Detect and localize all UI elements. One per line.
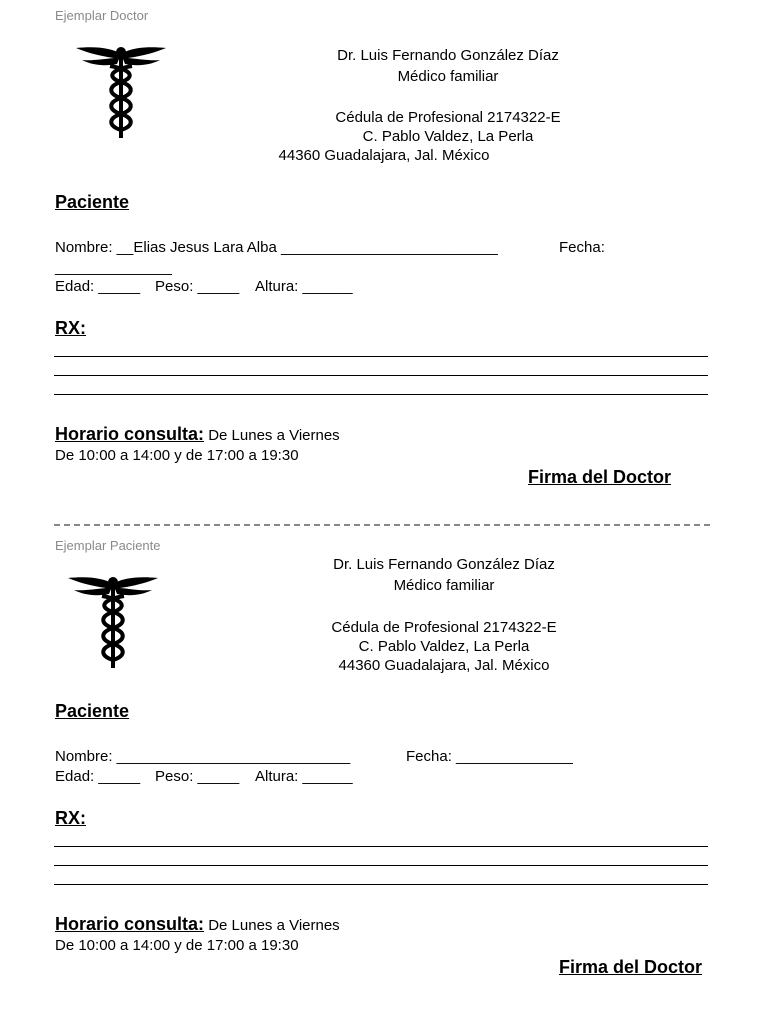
fecha-field: Fecha: ______________ [406,748,573,765]
schedule-days: De Lunes a Viernes [204,427,340,444]
doctor-name: Dr. Luis Fernando González Díaz [337,47,559,64]
doctor-signature: Firma del Doctor [528,467,672,487]
schedule-title: Horario consulta: [55,914,205,934]
patient-heading: Paciente [55,701,130,721]
rx-line [54,375,708,376]
rx-line [54,356,708,357]
schedule-hours: De 10:00 a 14:00 y de 17:00 a 19:30 [55,937,299,954]
rx-line [54,394,708,395]
altura-field: Altura: ______ [255,768,353,785]
edad-field: Edad: _____ [55,768,141,785]
cedula-profesional: Cédula de Profesional 2174322-E [335,109,561,126]
address-street: C. Pablo Valdez, La Perla [358,638,530,655]
cut-divider [54,524,710,526]
caduceus-icon [74,44,168,142]
schedule-title: Horario consulta: [55,424,205,444]
peso-field: Peso: _____ [155,768,240,785]
address-city: 44360 Guadalajara, Jal. México [278,147,490,164]
altura-field: Altura: ______ [255,278,353,295]
nombre-field: Nombre: __Elias Jesus Lara Alba __________________________ [55,239,498,256]
address-city: 44360 Guadalajara, Jal. México [338,657,550,674]
doctor-signature: Firma del Doctor [559,957,703,977]
rx-heading: RX: [55,318,86,338]
schedule [55,424,340,445]
caduceus-icon [66,574,160,672]
schedule [55,914,340,935]
doctor-name: Dr. Luis Fernando González Díaz [333,556,555,573]
edad-field: Edad: _____ [55,278,141,295]
fecha-blank: ______________ [55,259,172,276]
rx-line [54,884,708,885]
copy-label-patient: Ejemplar Paciente [55,538,161,553]
rx-line [54,865,708,866]
rx-heading: RX: [55,808,86,828]
schedule-days: De Lunes a Viernes [204,917,340,934]
address-street: C. Pablo Valdez, La Perla [362,128,534,145]
peso-field: Peso: _____ [155,278,240,295]
nombre-field: Nombre: ____________________________ [55,748,351,765]
rx-line [54,846,708,847]
doctor-specialty: Médico familiar [397,68,499,85]
cedula-profesional: Cédula de Profesional 2174322-E [331,619,557,636]
fecha-label: Fecha: [559,239,605,256]
schedule-hours: De 10:00 a 14:00 y de 17:00 a 19:30 [55,447,299,464]
patient-heading: Paciente [55,192,130,212]
copy-label-doctor: Ejemplar Doctor [55,8,149,23]
doctor-specialty: Médico familiar [393,577,495,594]
